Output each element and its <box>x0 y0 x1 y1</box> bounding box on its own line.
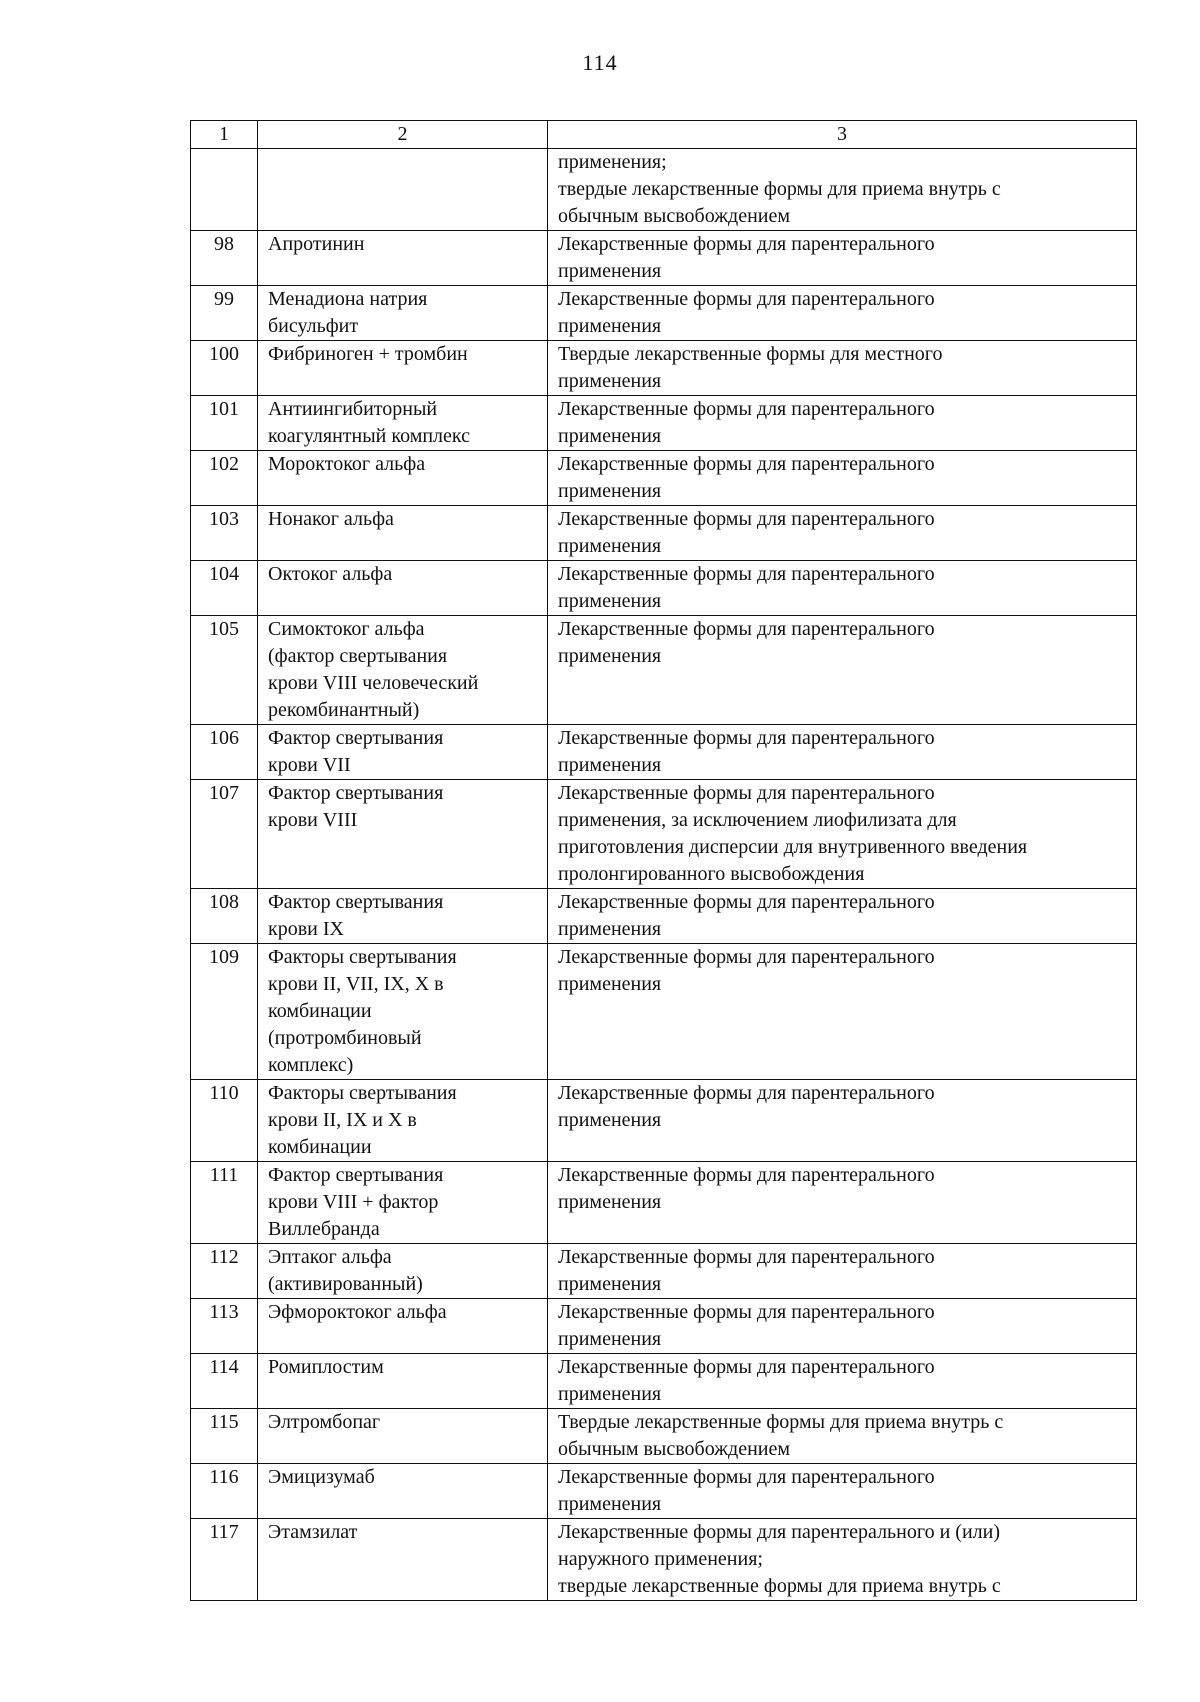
dosage-form-cell <box>548 725 1137 780</box>
drug-name-line: Эфмороктоког альфа <box>268 1301 447 1323</box>
dosage-form-line: применения <box>558 1191 662 1213</box>
table-header <box>191 121 1137 149</box>
drug-name-cell <box>258 944 548 1080</box>
dosage-form-cell <box>548 341 1137 396</box>
dosage-form-line: применения <box>558 1273 662 1295</box>
drug-name-line: (фактор свертывания <box>268 645 448 667</box>
drug-name-cell <box>258 1519 548 1601</box>
dosage-form-line: Лекарственные формы для парентерального <box>558 288 935 310</box>
table-row <box>191 1299 1137 1354</box>
dosage-form-line: Лекарственные формы для парентерального <box>558 618 935 640</box>
drug-name-cell <box>258 1464 548 1519</box>
drug-name-cell <box>258 1409 548 1464</box>
drug-name-line: Симоктоког альфа <box>268 618 425 640</box>
row-number: 107 <box>191 780 258 889</box>
dosage-form-cell <box>548 396 1137 451</box>
dosage-form-cell <box>548 561 1137 616</box>
drug-name-line: крови II, IX и X в <box>268 1109 417 1131</box>
row-number: 108 <box>191 889 258 944</box>
dosage-form-cell <box>548 616 1137 725</box>
drug-name-cell <box>258 725 548 780</box>
drug-name-line: Антиингибиторный <box>268 398 438 420</box>
drug-name-line: крови VIII + фактор <box>268 1191 439 1213</box>
drug-name-cell <box>258 286 548 341</box>
drug-name-line: крови VIII человеческий <box>268 672 479 694</box>
drug-name-line: Виллебранда <box>268 1218 380 1240</box>
drug-name-line: Факторы свертывания <box>268 946 457 968</box>
row-number: 116 <box>191 1464 258 1519</box>
dosage-form-cell <box>548 944 1137 1080</box>
dosage-form-line: применения <box>558 315 662 337</box>
table-row <box>191 561 1137 616</box>
dosage-form-line: Лекарственные формы для парентерального <box>558 508 935 530</box>
dosage-form-line: Лекарственные формы для парентерального <box>558 453 935 475</box>
table-row <box>191 1080 1137 1162</box>
drug-name-cell <box>258 451 548 506</box>
column-header-name: 2 <box>258 121 548 149</box>
dosage-form-line: применения <box>558 973 662 995</box>
dosage-form-line: применения <box>558 370 662 392</box>
drug-name-line: Фактор свертывания <box>268 1164 444 1186</box>
drug-name-line: Фактор свертывания <box>268 782 444 804</box>
drug-name-line: Апротинин <box>268 233 365 255</box>
dosage-form-line: применения <box>558 918 662 940</box>
table-row <box>191 780 1137 889</box>
dosage-form-line: применения; <box>558 151 667 173</box>
row-number: 98 <box>191 231 258 286</box>
dosage-form-line: применения <box>558 425 662 447</box>
table-row <box>191 1162 1137 1244</box>
row-number: 111 <box>191 1162 258 1244</box>
drug-name-line: комбинации <box>268 1000 372 1022</box>
table-row <box>191 1244 1137 1299</box>
row-number: 110 <box>191 1080 258 1162</box>
dosage-form-cell <box>548 1299 1137 1354</box>
dosage-form-line: обычным высвобождением <box>558 205 791 227</box>
row-number: 104 <box>191 561 258 616</box>
row-number: 103 <box>191 506 258 561</box>
dosage-form-cell <box>548 451 1137 506</box>
drug-name-line: Мороктоког альфа <box>268 453 426 475</box>
drug-name-line: Эмицизумаб <box>268 1466 375 1488</box>
row-number: 105 <box>191 616 258 725</box>
dosage-form-line: приготовления дисперсии для внутривенного введения <box>558 836 1028 858</box>
row-number: 100 <box>191 341 258 396</box>
drug-name-line: комбинации <box>268 1136 372 1158</box>
table-row <box>191 506 1137 561</box>
table-row <box>191 889 1137 944</box>
dosage-form-cell <box>548 1354 1137 1409</box>
dosage-form-line: твердые лекарственные формы для приема внутрь с <box>558 178 1001 200</box>
drug-name-cell <box>258 1299 548 1354</box>
table-row <box>191 451 1137 506</box>
dosage-form-line: применения, за исключением лиофилизата для <box>558 809 957 831</box>
dosage-form-line: Лекарственные формы для парентерального <box>558 782 935 804</box>
dosage-form-line: Лекарственные формы для парентерального <box>558 727 935 749</box>
drug-name-cell <box>258 1080 548 1162</box>
row-number: 102 <box>191 451 258 506</box>
drug-name-line: Фактор свертывания <box>268 727 444 749</box>
drug-table <box>190 120 1137 1601</box>
dosage-form-cell <box>548 780 1137 889</box>
drug-name-line: Менадиона натрия <box>268 288 428 310</box>
drug-name-cell <box>258 506 548 561</box>
dosage-form-line: применения <box>558 535 662 557</box>
dosage-form-cell <box>548 1162 1137 1244</box>
dosage-form-line: Лекарственные формы для парентерального <box>558 233 935 255</box>
dosage-form-line: Лекарственные формы для парентерального и (или) <box>558 1521 1000 1543</box>
dosage-form-line: Лекарственные формы для парентерального <box>558 1466 935 1488</box>
dosage-form-line: применения <box>558 260 662 282</box>
drug-name-cell <box>258 149 548 231</box>
drug-name-line: Ромиплостим <box>268 1356 384 1378</box>
table-row <box>191 231 1137 286</box>
dosage-form-cell <box>548 1409 1137 1464</box>
drug-name-cell <box>258 1244 548 1299</box>
drug-name-line: коагулянтный комплекс <box>268 425 471 447</box>
drug-name-cell <box>258 396 548 451</box>
dosage-form-line: применения <box>558 1493 662 1515</box>
table-row <box>191 944 1137 1080</box>
row-number: 112 <box>191 1244 258 1299</box>
dosage-form-line: Лекарственные формы для парентерального <box>558 1082 935 1104</box>
column-header-form: 3 <box>548 121 1137 149</box>
table-row <box>191 1464 1137 1519</box>
dosage-form-cell <box>548 1519 1137 1601</box>
dosage-form-line: Лекарственные формы для парентерального <box>558 398 935 420</box>
dosage-form-cell <box>548 231 1137 286</box>
dosage-form-line: Твердые лекарственные формы для местного <box>558 343 943 365</box>
dosage-form-line: Лекарственные формы для парентерального <box>558 1246 935 1268</box>
drug-name-cell <box>258 780 548 889</box>
row-number: 117 <box>191 1519 258 1601</box>
drug-name-line: рекомбинантный) <box>268 699 420 721</box>
drug-name-line: крови IX <box>268 918 344 940</box>
drug-name-line: Октоког альфа <box>268 563 393 585</box>
dosage-form-line: наружного применения; <box>558 1548 763 1570</box>
dosage-form-line: Лекарственные формы для парентерального <box>558 891 935 913</box>
row-number: 106 <box>191 725 258 780</box>
drug-name-line: комплекс) <box>268 1054 354 1076</box>
table-row <box>191 725 1137 780</box>
row-number: 115 <box>191 1409 258 1464</box>
drug-name-cell <box>258 1354 548 1409</box>
table-body <box>191 149 1137 1601</box>
drug-name-line: Нонаког альфа <box>268 508 394 530</box>
drug-name-line: Фактор свертывания <box>268 891 444 913</box>
dosage-form-line: Лекарственные формы для парентерального <box>558 1356 935 1378</box>
dosage-form-line: Твердые лекарственные формы для приема внутрь с <box>558 1411 1004 1433</box>
drug-name-line: Этамзилат <box>268 1521 358 1543</box>
dosage-form-line: пролонгированного высвобождения <box>558 863 865 885</box>
table-row <box>191 149 1137 231</box>
table-row <box>191 1519 1137 1601</box>
dosage-form-line: применения <box>558 645 662 667</box>
drug-name-cell <box>258 616 548 725</box>
row-number: 101 <box>191 396 258 451</box>
drug-name-line: Эптаког альфа <box>268 1246 392 1268</box>
dosage-form-cell <box>548 149 1137 231</box>
header-row <box>191 121 1137 149</box>
dosage-form-cell <box>548 506 1137 561</box>
dosage-form-line: Лекарственные формы для парентерального <box>558 946 935 968</box>
dosage-form-line: применения <box>558 1328 662 1350</box>
dosage-form-cell <box>548 1080 1137 1162</box>
row-number: 114 <box>191 1354 258 1409</box>
drug-name-cell <box>258 341 548 396</box>
dosage-form-line: твердые лекарственные формы для приема внутрь с <box>558 1575 1001 1597</box>
table-row <box>191 1354 1137 1409</box>
dosage-form-line: применения <box>558 480 662 502</box>
drug-name-line: Фибриноген + тромбин <box>268 343 468 365</box>
drug-name-cell <box>258 889 548 944</box>
row-number: 109 <box>191 944 258 1080</box>
drug-name-line: крови VIII <box>268 809 358 831</box>
dosage-form-cell <box>548 1464 1137 1519</box>
dosage-form-cell <box>548 1244 1137 1299</box>
drug-name-line: крови II, VII, IX, X в <box>268 973 444 995</box>
dosage-form-cell <box>548 286 1137 341</box>
drug-name-cell <box>258 561 548 616</box>
drug-name-cell <box>258 1162 548 1244</box>
drug-name-line: Элтромбопаг <box>268 1411 381 1433</box>
row-number: 99 <box>191 286 258 341</box>
dosage-form-line: Лекарственные формы для парентерального <box>558 1301 935 1323</box>
row-number: 113 <box>191 1299 258 1354</box>
dosage-form-line: применения <box>558 590 662 612</box>
drug-name-line: (активированный) <box>268 1273 423 1295</box>
drug-name-line: бисульфит <box>268 315 359 337</box>
dosage-form-line: обычным высвобождением <box>558 1438 791 1460</box>
dosage-form-line: применения <box>558 1109 662 1131</box>
table-row <box>191 1409 1137 1464</box>
table-row <box>191 341 1137 396</box>
drug-name-line: (протромбиновый <box>268 1027 422 1049</box>
dosage-form-line: применения <box>558 1383 662 1405</box>
dosage-form-line: Лекарственные формы для парентерального <box>558 1164 935 1186</box>
page-number: 114 <box>582 50 618 75</box>
dosage-form-line: Лекарственные формы для парентерального <box>558 563 935 585</box>
table-row <box>191 396 1137 451</box>
drug-name-line: крови VII <box>268 754 351 776</box>
dosage-form-line: применения <box>558 754 662 776</box>
drug-name-line: Факторы свертывания <box>268 1082 457 1104</box>
table-row <box>191 286 1137 341</box>
column-header-number: 1 <box>191 121 258 149</box>
table-row <box>191 616 1137 725</box>
dosage-form-cell <box>548 889 1137 944</box>
row-number <box>191 149 258 231</box>
drug-name-cell <box>258 231 548 286</box>
